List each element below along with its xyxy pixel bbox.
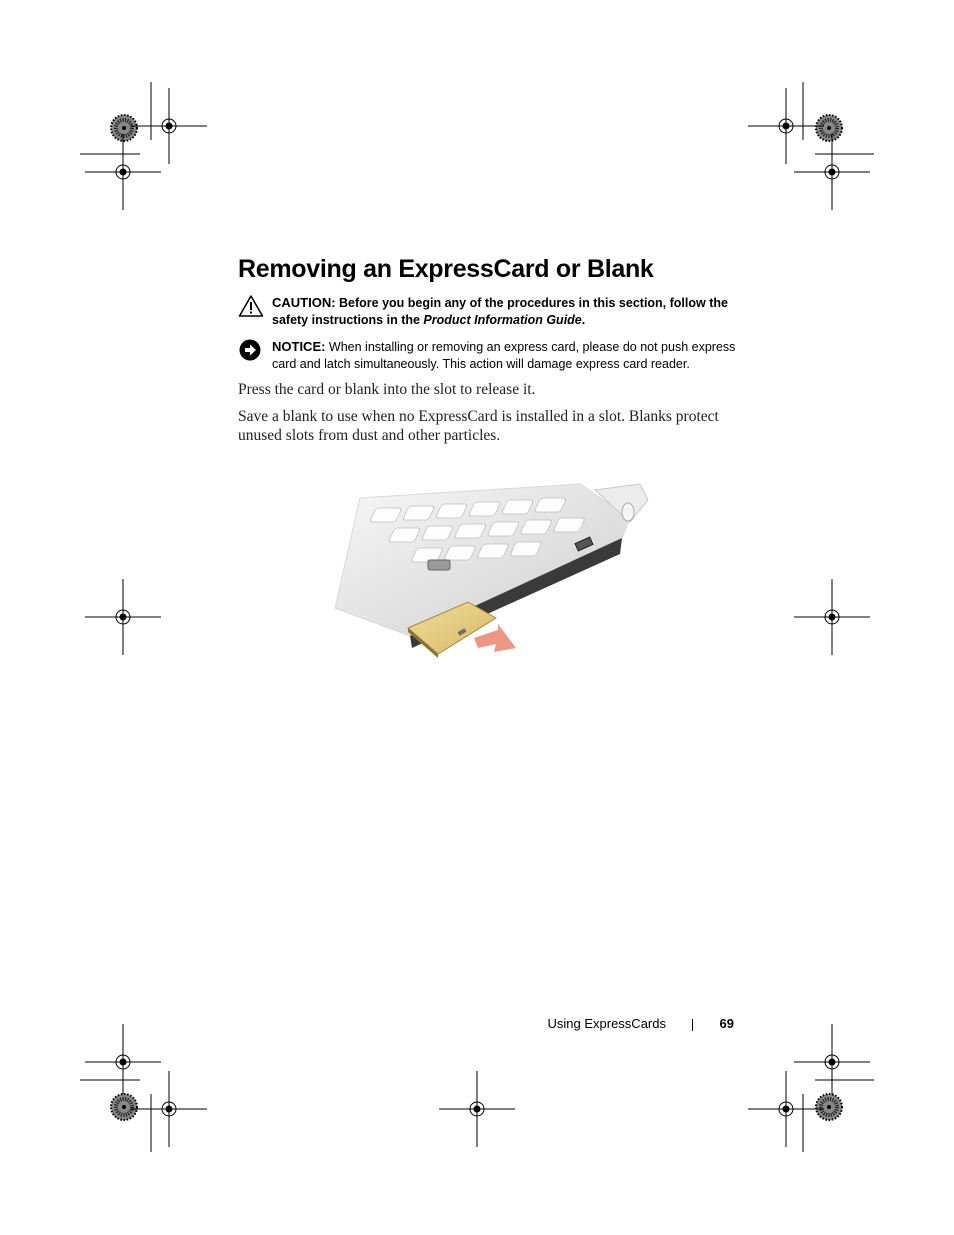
notice-arrow-icon [238,338,264,362]
content-area [238,255,738,445]
registration-star-icon [111,115,137,141]
guide-title: Product Information Guide [423,313,582,327]
registration-star-icon [816,1094,842,1120]
footer-separator [692,1019,693,1031]
crosshair-icon [439,1071,515,1147]
registration-star-icon [816,115,842,141]
crosshair-icon [85,1024,161,1100]
crosshair-icon [85,579,161,655]
crosshair-icon [131,88,207,164]
expresscard-removal-illustration [330,478,660,660]
paragraph: Save a blank to use when no ExpressCard is installed in a slot. Blanks protect unused slots from dust and other particles. [238,408,719,444]
caution-label: CAUTION: [272,295,336,310]
paragraph: Press the card or blank into the slot to release it. [238,381,536,398]
page-number: 69 [719,1016,734,1031]
notice-label: NOTICE: [272,339,326,354]
crosshair-icon [85,134,161,210]
footer-section: Using ExpressCards [547,1016,666,1031]
crosshair-icon [748,88,824,164]
caution-end: . [581,313,586,327]
crosshair-icon [794,1024,870,1100]
caution-note [238,294,738,329]
crosshair-icon [131,1071,207,1147]
notice-note [238,338,738,373]
notice-text: When installing or removing an express card, please do not push express card and latch simultaneously. This action will damage express card reader. [272,340,736,371]
caution-text: Before you begin any of the procedures in this section, follow the safety instructions in the [272,296,728,327]
crosshair-icon [748,1071,824,1147]
crosshair-icon [794,579,870,655]
caution-triangle-icon [238,294,264,318]
crosshair-icon [794,134,870,210]
section-heading: Removing an ExpressCard or Blank [238,255,654,283]
registration-star-icon [111,1094,137,1120]
